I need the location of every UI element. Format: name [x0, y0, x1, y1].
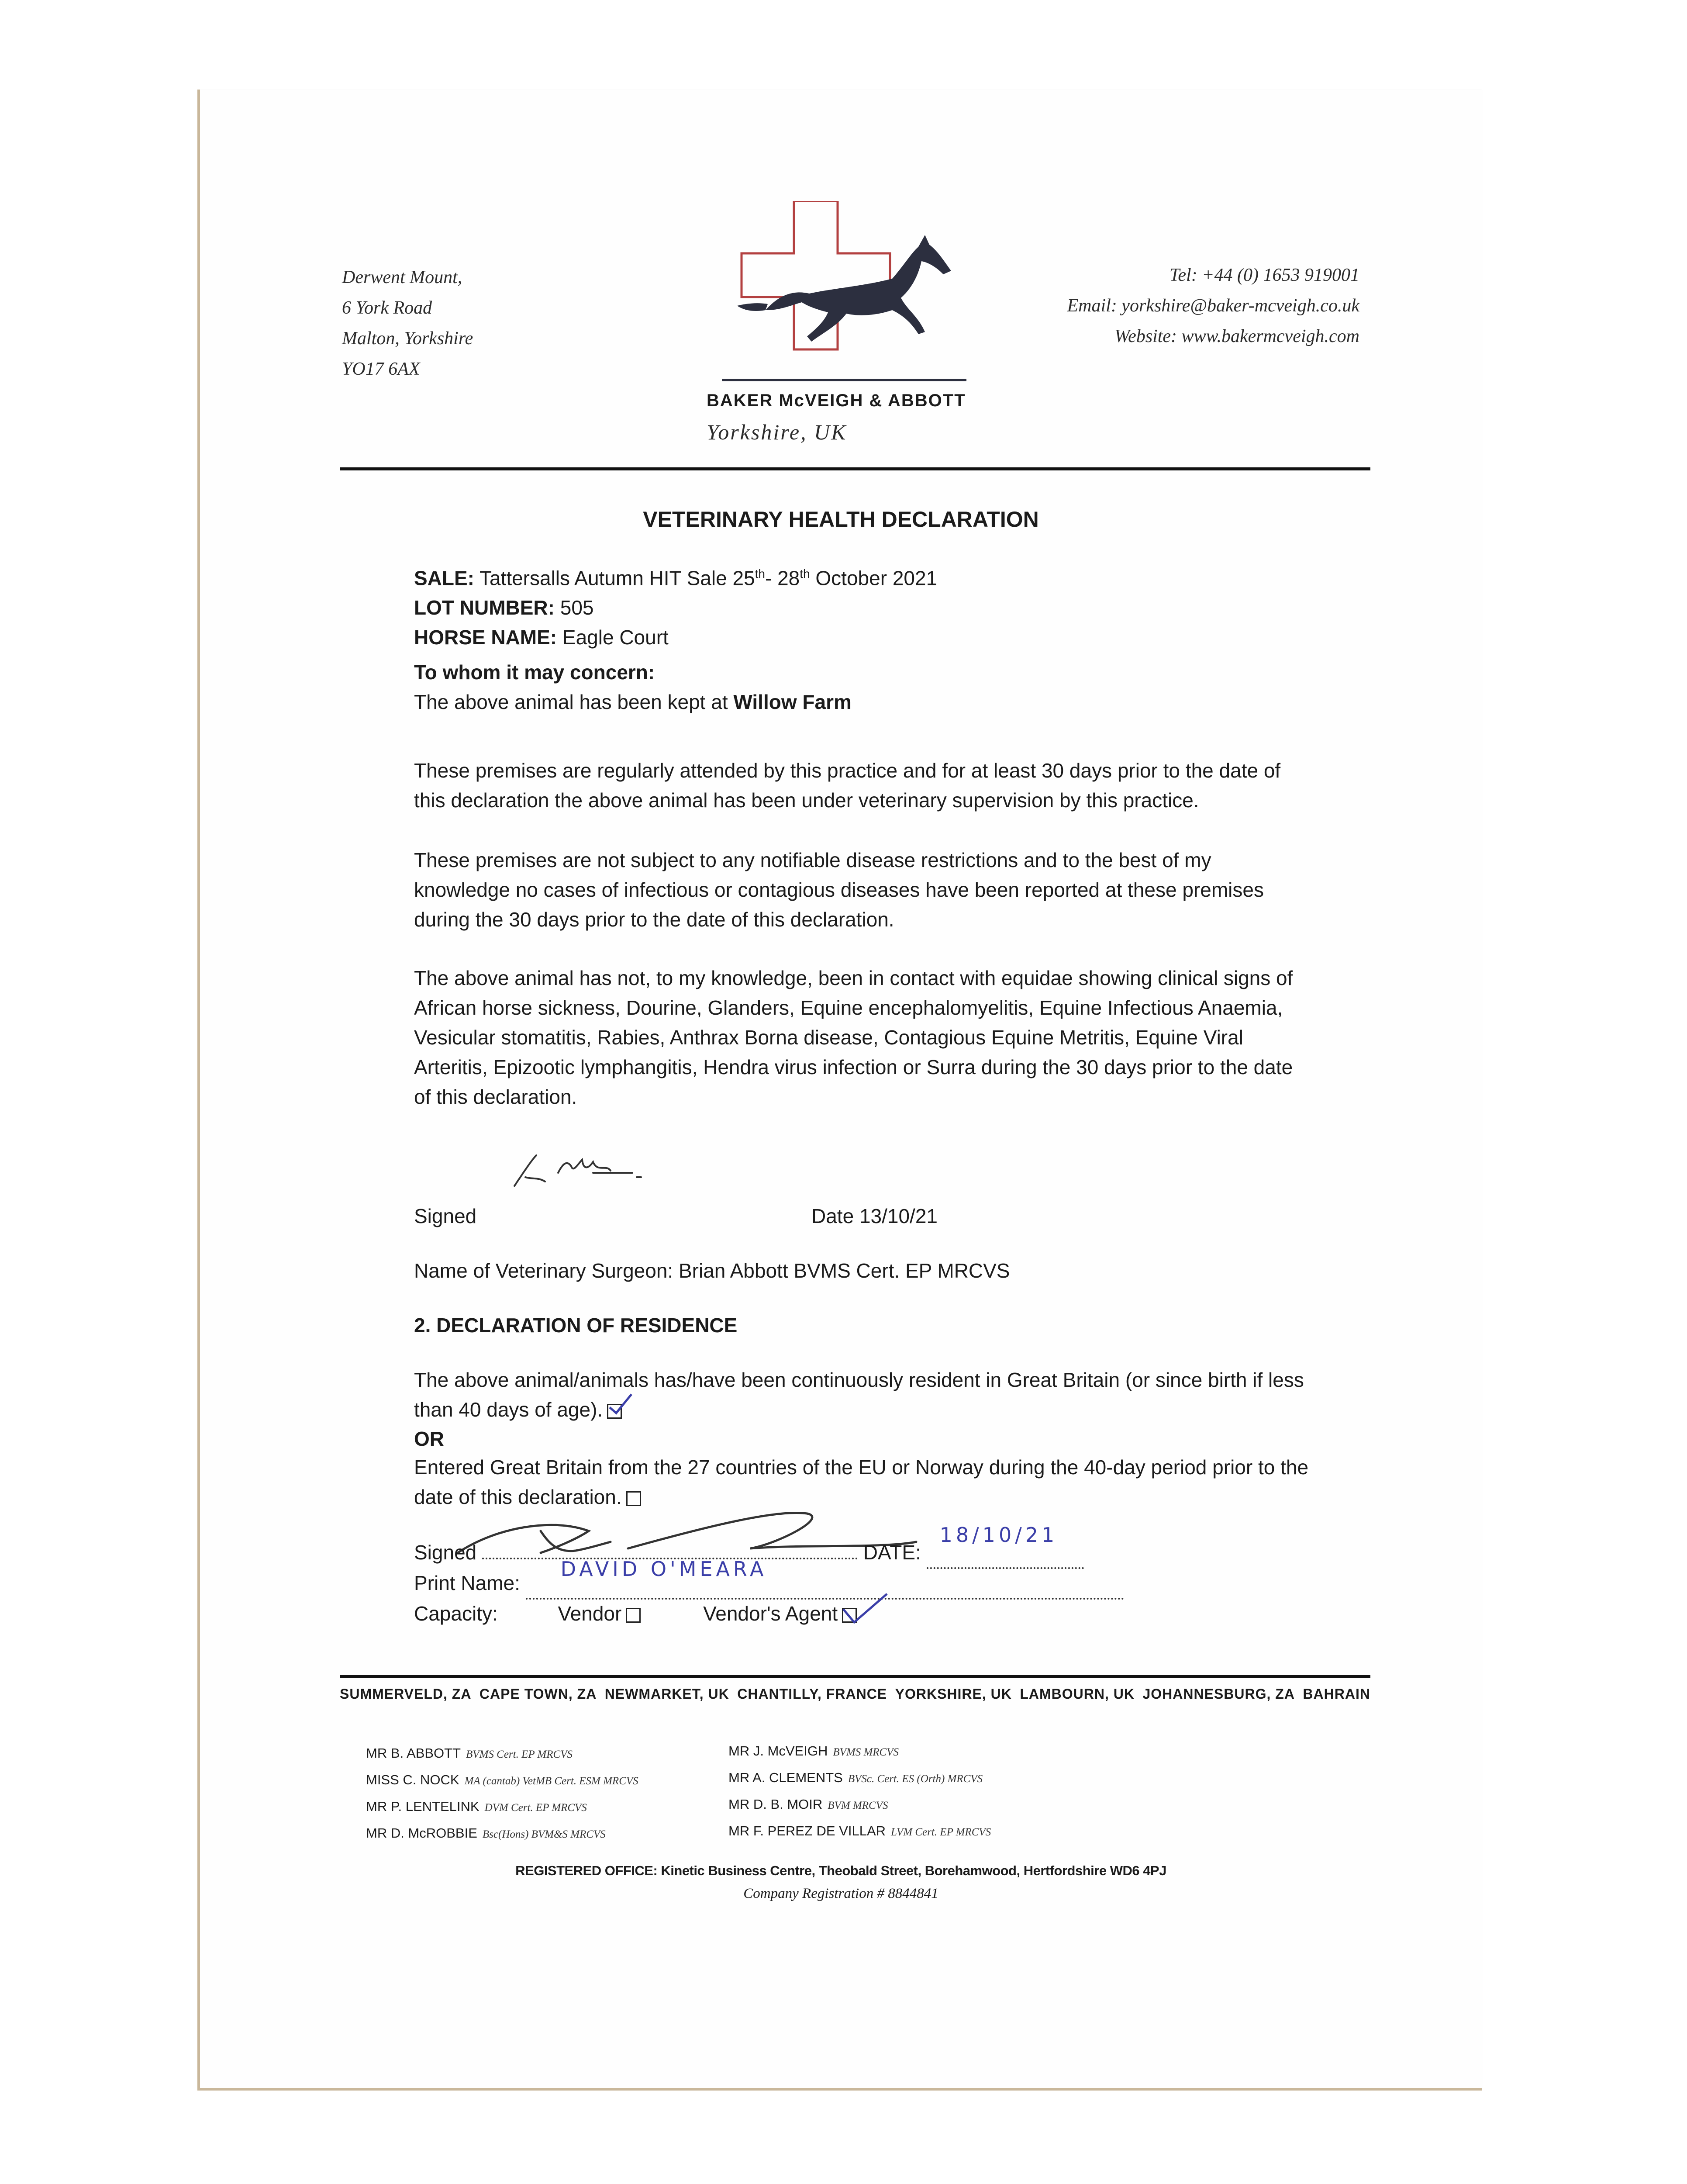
lot-value: 505 [560, 596, 594, 619]
staff-name: MR F. PEREZ DE VILLAR [728, 1823, 886, 1838]
registered-office: REGISTERED OFFICE: Kinetic Business Centre, Theobald Street, Borehamwood, Hertfordshire WD6 4PJ [515, 1863, 1166, 1878]
document-page [197, 90, 1482, 2091]
staff-quals: MA (cantab) VetMB Cert. ESM MRCVS [464, 1775, 638, 1787]
staff-list-left [366, 1741, 638, 1847]
residence-option-1-text: The above animal/animals has/have been continuously resident in Great Britain (or since birth if less than 40 days of age). [414, 1368, 1304, 1421]
footer-divider [340, 1675, 1370, 1678]
owner-date-value: 18/10/21 [939, 1523, 1058, 1547]
company-registration: Company Registration # 8844841 [743, 1886, 938, 1901]
staff-quals: Bsc(Hons) BVM&S MRCVS [482, 1828, 606, 1840]
office-item: LAMBOURN, UK [1020, 1686, 1135, 1702]
capacity-row [414, 1599, 1309, 1628]
staff-name: MR A. CLEMENTS [728, 1770, 843, 1785]
residence-option-2-text: Entered Great Britain from the 27 countries of the EU or Norway during the 40-day period prior to the date of this declaration. [414, 1456, 1309, 1508]
residence-option-1 [414, 1365, 1309, 1424]
office-item: JOHANNESBURG, ZA [1142, 1686, 1295, 1702]
checkmark-icon [607, 1392, 634, 1418]
office-item: CAPE TOWN, ZA [479, 1686, 597, 1702]
horse-value: Eagle Court [562, 626, 669, 649]
staff-name: MR B. ABBOTT [366, 1745, 461, 1761]
surgeon-name: Name of Veterinary Surgeon: Brian Abbott BVMS Cert. EP MRCVS [414, 1259, 1010, 1282]
address-line: Malton, Yorkshire [342, 328, 473, 349]
agent-label: Vendor's Agent [703, 1602, 838, 1625]
office-item: YORKSHIRE, UK [895, 1686, 1012, 1702]
document-title: VETERINARY HEALTH DECLARATION [643, 507, 1039, 532]
staff-name: MISS C. NOCK [366, 1772, 459, 1787]
office-list [340, 1686, 1370, 1702]
header-divider [340, 467, 1370, 470]
horse-label: HORSE NAME: [414, 626, 557, 649]
staff-item [728, 1818, 991, 1845]
website-line: Website: www.bakermcveigh.com [1114, 326, 1359, 346]
staff-quals: BVM MRCVS [828, 1800, 888, 1811]
capacity-label: Capacity: [414, 1602, 498, 1625]
vet-date: Date 13/10/21 [811, 1205, 938, 1227]
horse-cross-logo-icon [720, 201, 969, 384]
firm-location: Yorkshire, UK [707, 420, 847, 444]
staff-quals: BVSc. Cert. ES (Orth) MRCVS [848, 1773, 983, 1785]
paragraph-2: These premises are not subject to any notifiable disease restrictions and to the best of my knowledge no cases of infectious or contagious diseases have been reported at these premises during the 30 days prior to the date of this declaration. [414, 849, 1264, 931]
staff-name: MR D. B. MOIR [728, 1797, 823, 1812]
concern-block [414, 657, 1309, 717]
sale-superscript: th [800, 567, 810, 581]
owner-date-label: DATE: [863, 1541, 921, 1564]
sale-value: Tattersalls Autumn HIT Sale 25 [479, 567, 755, 590]
paragraph-3: The above animal has not, to my knowledge, been in contact with equidae showing clinical signs of African horse sickness, Dourine, Glanders, Equine encephalomyelitis, Equine Infectious Anaemia, Vesicular stomatitis, Rabies, Anthrax Borna disease, Contagious Equine Metritis, Equine Viral Arteritis, Epizootic lymphangitis, Hendra virus infection or Surra during the 30 days prior to the date of this declaration. [414, 967, 1293, 1108]
vendor-checkbox[interactable] [626, 1608, 641, 1623]
sale-value-mid: - 28 [765, 567, 800, 590]
premises-name: Willow Farm [733, 691, 852, 713]
print-name-row [414, 1557, 1375, 1600]
staff-name: MR J. McVEIGH [728, 1743, 828, 1759]
staff-name: MR D. McROBBIE [366, 1825, 477, 1841]
address-block [342, 262, 473, 384]
sale-superscript: th [755, 567, 765, 581]
kept-text: The above animal has been kept at [414, 691, 734, 713]
vet-signature-icon [506, 1147, 672, 1195]
office-item: SUMMERVELD, ZA [340, 1686, 472, 1702]
agent-checkbox[interactable] [842, 1608, 857, 1623]
address-line: YO17 6AX [342, 359, 420, 379]
vet-signed-label: Signed [414, 1205, 477, 1227]
sale-details [414, 559, 1309, 652]
or-label: OR [414, 1427, 444, 1450]
email-line: Email: yorkshire@baker-mcveigh.co.uk [1067, 296, 1359, 316]
sale-label: SALE: [414, 567, 474, 590]
print-name-label: Print Name: [414, 1572, 520, 1594]
office-item: NEWMARKET, UK [604, 1686, 729, 1702]
vendor-label: Vendor [558, 1602, 622, 1625]
office-item: BAHRAIN [1303, 1686, 1370, 1702]
staff-item [728, 1765, 991, 1792]
staff-item [366, 1767, 638, 1794]
staff-item [366, 1741, 638, 1767]
office-item: CHANTILLY, FRANCE [737, 1686, 887, 1702]
address-line: 6 York Road [342, 298, 432, 318]
print-name-field[interactable] [526, 1557, 1124, 1600]
staff-quals: BVMS Cert. EP MRCVS [466, 1749, 573, 1760]
phone-line: Tel: +44 (0) 1653 919001 [1169, 265, 1359, 285]
staff-name: MR P. LENTELINK [366, 1799, 480, 1814]
concern-heading: To whom it may concern: [414, 661, 655, 684]
owner-sign-row [414, 1523, 1375, 1569]
staff-item [366, 1794, 638, 1821]
staff-quals: DVM Cert. EP MRCVS [484, 1802, 587, 1814]
residence-heading: 2. DECLARATION OF RESIDENCE [414, 1314, 738, 1337]
lot-label: LOT NUMBER: [414, 596, 555, 619]
sale-value-end: October 2021 [810, 567, 938, 590]
staff-quals: BVMS MRCVS [833, 1746, 899, 1758]
paragraph-1: These premises are regularly attended by this practice and for at least 30 days prior to the date of this declaration the above animal has been under veterinary supervision by this practice. [414, 759, 1281, 812]
owner-signed-label: Signed [414, 1541, 477, 1564]
address-line: Derwent Mount, [342, 267, 462, 287]
vet-sign-row [414, 1201, 1309, 1231]
checkmark-icon [841, 1592, 889, 1627]
firm-name: BAKER McVEIGH & ABBOTT [707, 391, 966, 410]
staff-item [728, 1738, 991, 1765]
print-name-value: DAVID O'MEARA [560, 1557, 767, 1581]
resident-checkbox[interactable] [607, 1404, 622, 1419]
contact-block [1067, 260, 1360, 352]
staff-list-right [728, 1738, 991, 1845]
owner-date-field[interactable] [927, 1523, 1084, 1569]
staff-item [366, 1821, 638, 1847]
staff-item [728, 1792, 991, 1818]
staff-quals: LVM Cert. EP MRCVS [891, 1826, 991, 1838]
